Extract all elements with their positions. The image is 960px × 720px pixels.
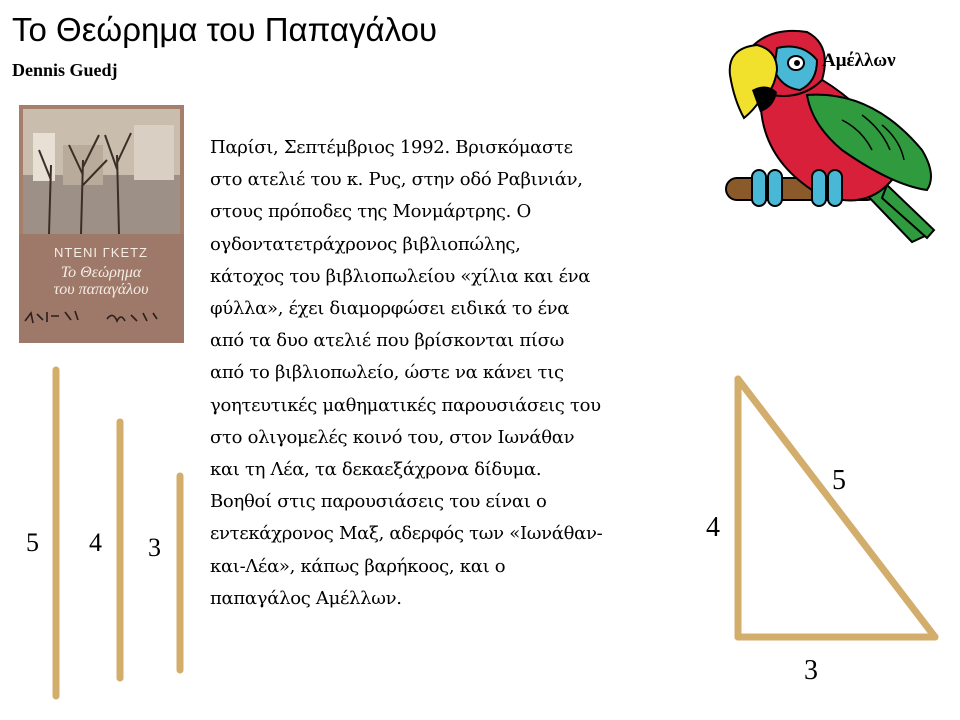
paragraph-line: φύλλα», έχει διαμορφώσει ειδικά το ένα: [210, 298, 570, 320]
stick-label-4: 4: [89, 528, 102, 557]
stick-label-5: 5: [26, 528, 39, 557]
triangle-label-hypotenuse: 5: [832, 465, 846, 496]
paragraph-line: Βοηθοί στις παρουσιάσεις του είναι ο: [210, 491, 547, 513]
cover-title-line2: του παπαγάλου: [53, 281, 149, 298]
paragraph-line: παπαγάλος Αμέλλων.: [210, 587, 402, 609]
paragraph-line: από το βιβλιοπωλείο, ώστε να κάνει τις: [210, 362, 564, 384]
story-paragraph: [210, 132, 720, 615]
paragraph-line: κάτοχος του βιβλιοπωλείου «χίλια και ένα: [210, 265, 591, 287]
page-title: Το Θεώρημα του Παπαγάλου: [12, 11, 437, 48]
triangle-label-base: 3: [804, 655, 818, 686]
paragraph-line: στο ολιγομελές κοινό του, στον Ιωνάθαν: [210, 426, 575, 448]
paragraph-line: ογδοντατετράχρονος βιβλιοπώλης,: [210, 233, 521, 255]
paragraph-line: και τη Λέα, τα δεκαεξάχρονα δίδυμα.: [210, 459, 542, 481]
paragraph-line: από τα δυο ατελιέ που βρίσκονται πίσω: [210, 330, 565, 352]
paragraph-line: στους πρόποδες της Μονμάρτρης. Ο: [210, 201, 531, 223]
paragraph-line: και-Λέα», κάπως βαρήκοος, και ο: [210, 555, 506, 577]
triangle-label-vertical: 4: [706, 512, 720, 543]
paragraph-line: Παρίσι, Σεπτέμβριος 1992. Βρισκόμαστε: [210, 137, 573, 158]
triangle-illustration: [720, 365, 960, 665]
stick-label-3: 3: [148, 533, 161, 562]
cover-title-line1: Το Θεώρημα: [60, 264, 142, 281]
triangle-hypotenuse: [738, 379, 935, 637]
author-name: Dennis Guedj: [12, 60, 118, 80]
paragraph-line: στο ατελιέ του κ. Ρυς, στην οδό Ραβινιάν,: [210, 169, 583, 191]
parrot-name: Αμέλλων: [822, 50, 896, 71]
paragraph-line: γοητευτικές μαθηματικές παρουσιάσεις του: [210, 394, 601, 416]
cover-author-text: ΝΤΕΝΙ ΓΚΕΤΖ: [54, 245, 148, 260]
book-cover-image: [19, 105, 184, 343]
paragraph-line: εντεκάχρονος Μαξ, αδερφός των «Ιωνάθαν-: [210, 523, 603, 545]
